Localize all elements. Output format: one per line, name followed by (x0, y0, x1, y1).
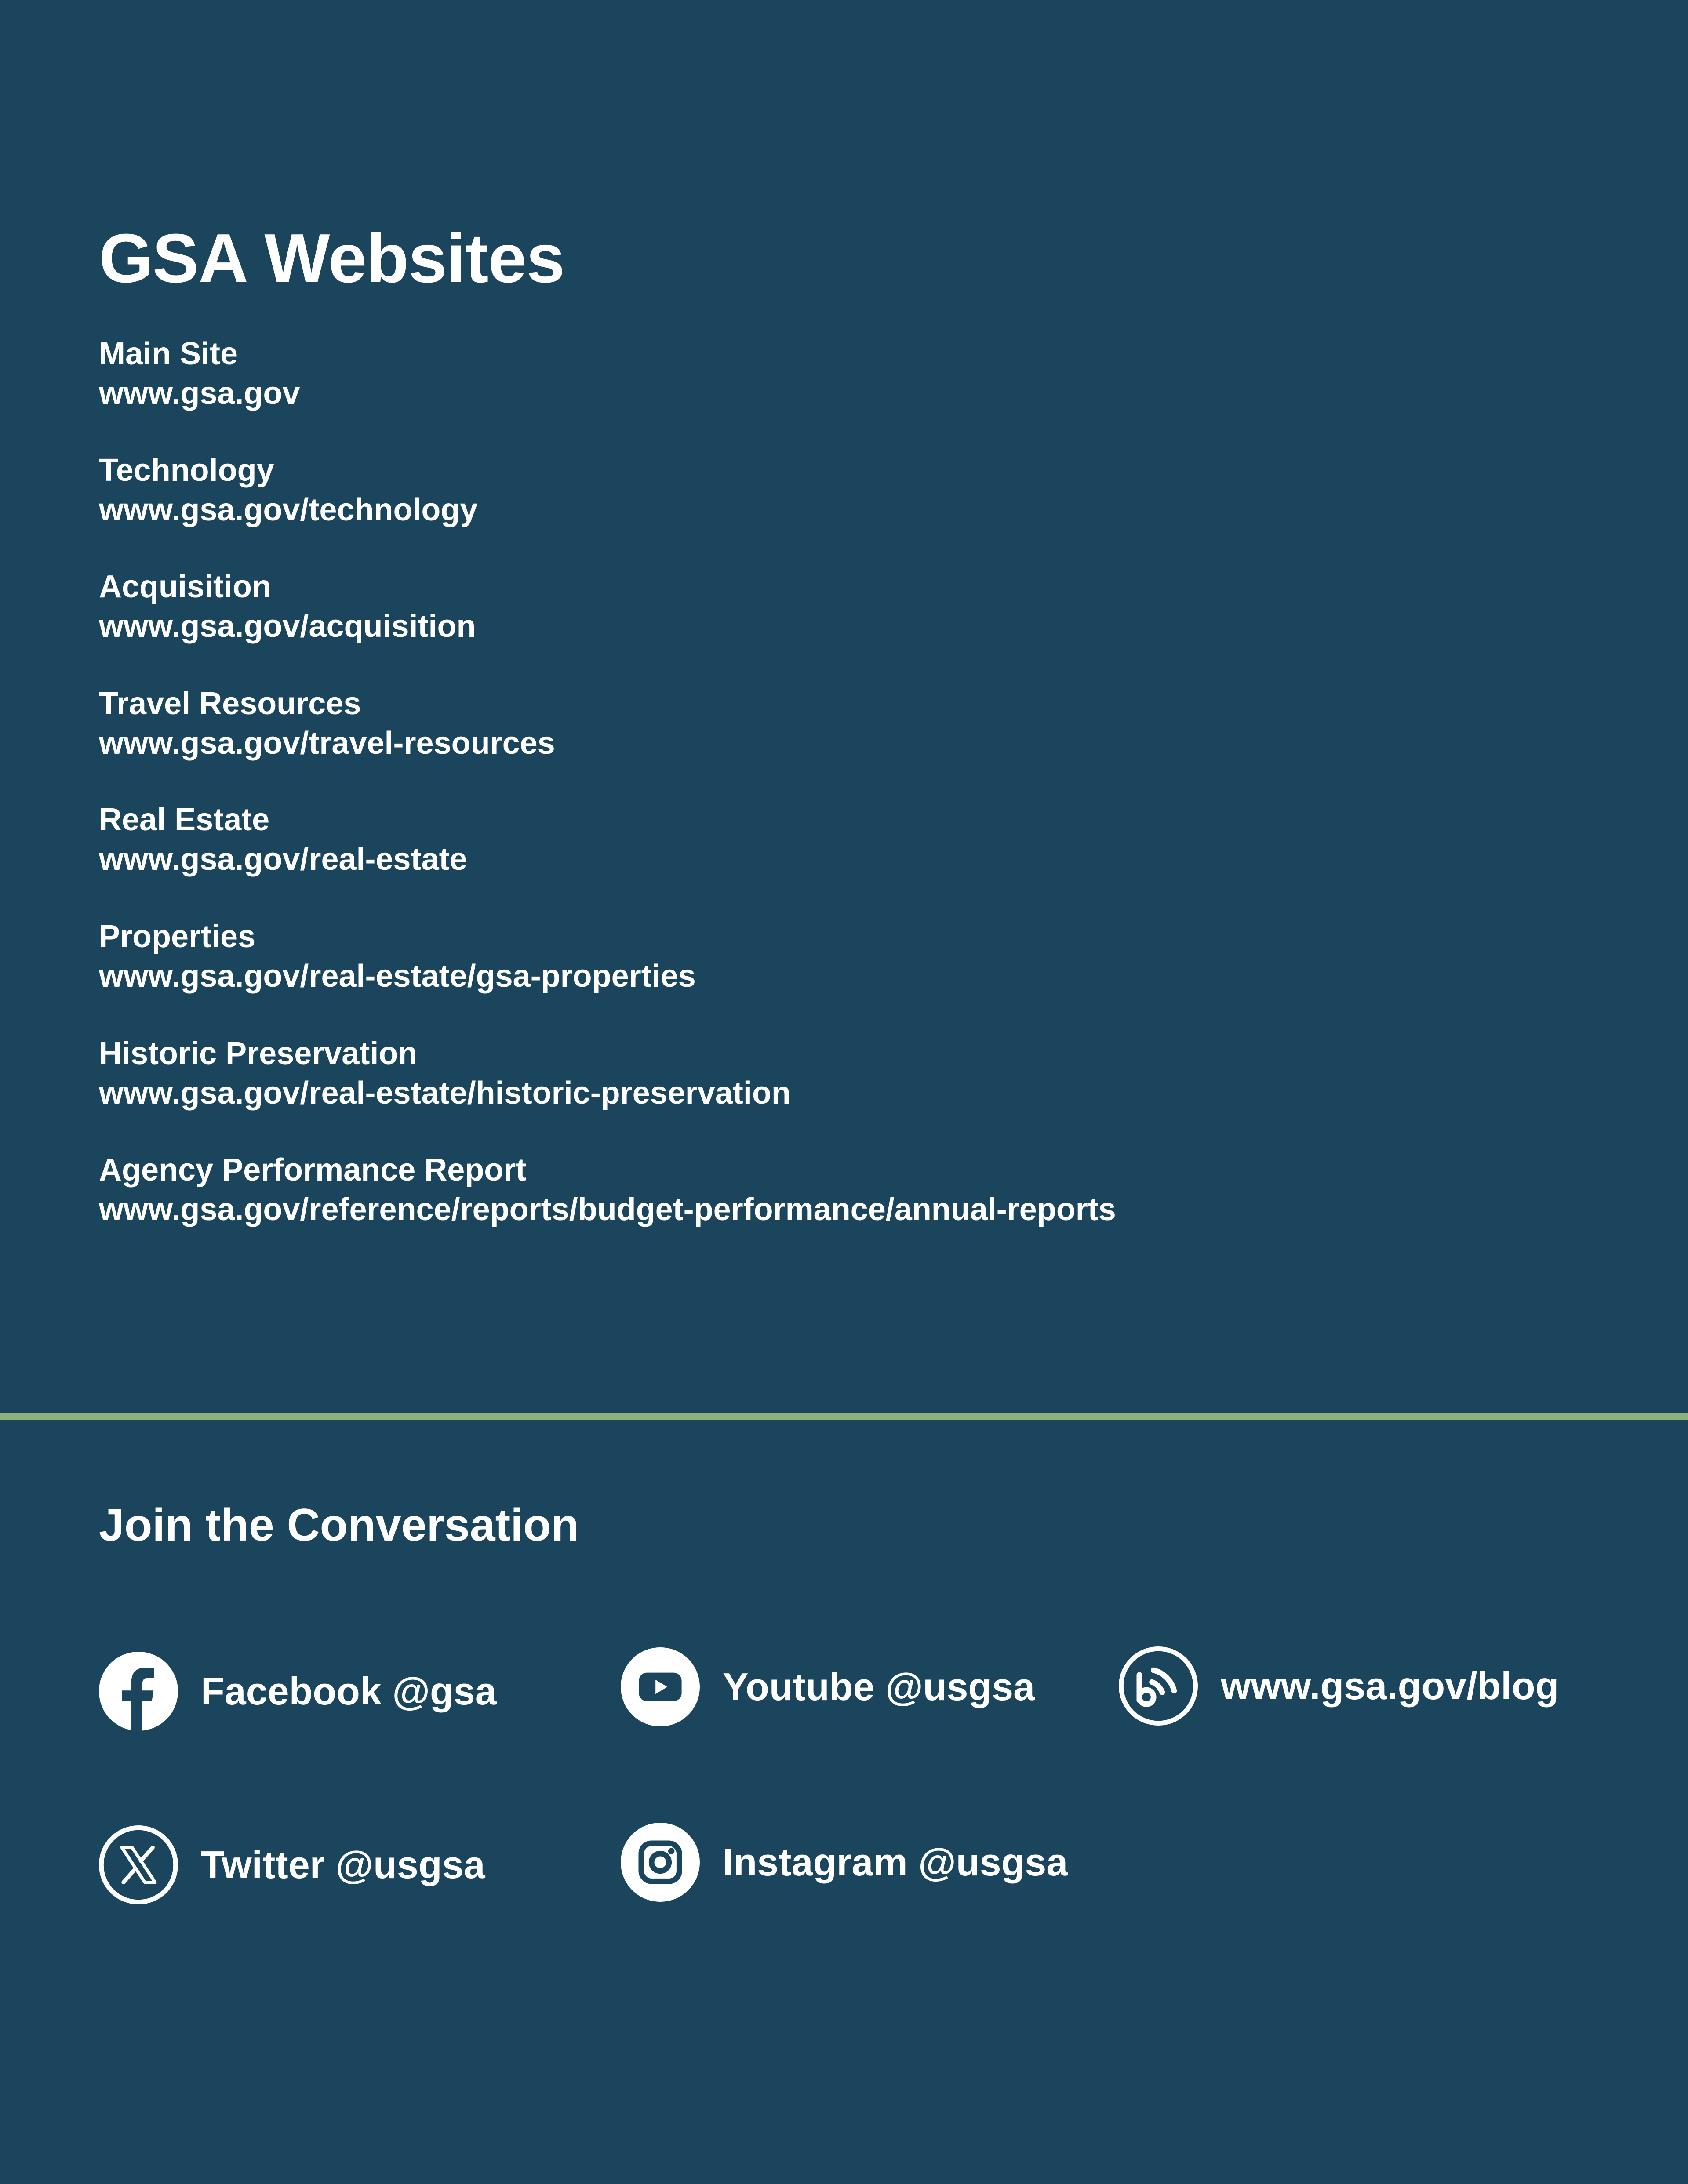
instagram-label: Instagram @usgsa (723, 1840, 1068, 1884)
site-url-link[interactable]: www.gsa.gov/reference/reports/budget-performance/annual-reports (99, 1192, 1116, 1227)
instagram-icon (621, 1823, 700, 1902)
instagram-link[interactable] (621, 1823, 1104, 1902)
site-url-link[interactable]: www.gsa.gov/real-estate/gsa-properties (99, 959, 696, 994)
page-title: GSA Websites (99, 220, 565, 297)
site-url-link[interactable]: www.gsa.gov/technology (99, 492, 478, 527)
site-label: Main Site (99, 336, 238, 371)
site-label: Acquisition (99, 569, 271, 604)
site-url-link[interactable]: www.gsa.gov/real-estate/historic-preservation (99, 1076, 791, 1111)
site-item-properties (99, 917, 1550, 1014)
site-item-agency-performance-report (99, 1150, 1550, 1247)
site-url-link[interactable]: www.gsa.gov/travel-resources (99, 726, 555, 761)
site-url-link[interactable]: www.gsa.gov/acquisition (99, 609, 476, 644)
facebook-label: Facebook @gsa (201, 1669, 497, 1713)
twitter-link[interactable] (99, 1825, 538, 1904)
youtube-icon (621, 1647, 700, 1726)
youtube-label: Youtube @usgsa (723, 1665, 1035, 1708)
section-divider (0, 1413, 1688, 1420)
youtube-link[interactable] (621, 1647, 1082, 1726)
site-url-link[interactable]: www.gsa.gov/real-estate (99, 842, 467, 877)
join-conversation-title: Join the Conversation (99, 1500, 579, 1551)
site-item-travel-resources (99, 684, 1550, 781)
site-item-main-site (99, 334, 1550, 431)
blog-icon (1119, 1646, 1198, 1726)
x-twitter-icon (99, 1825, 178, 1904)
site-label: Travel Resources (99, 686, 361, 721)
site-label: Historic Preservation (99, 1036, 418, 1071)
site-item-historic-preservation (99, 1034, 1550, 1130)
blog-label: www.gsa.gov/blog (1221, 1664, 1559, 1708)
site-label: Agency Performance Report (99, 1152, 527, 1188)
facebook-icon (99, 1652, 178, 1731)
site-url-link[interactable]: www.gsa.gov (99, 376, 300, 411)
site-label: Real Estate (99, 802, 270, 837)
site-label: Technology (99, 453, 274, 488)
site-item-acquisition (99, 567, 1550, 664)
facebook-link[interactable] (99, 1652, 538, 1731)
twitter-label: Twitter @usgsa (201, 1843, 485, 1886)
site-label: Properties (99, 919, 256, 954)
site-item-technology (99, 451, 1550, 547)
site-item-real-estate (99, 800, 1550, 897)
blog-link[interactable] (1119, 1646, 1580, 1726)
